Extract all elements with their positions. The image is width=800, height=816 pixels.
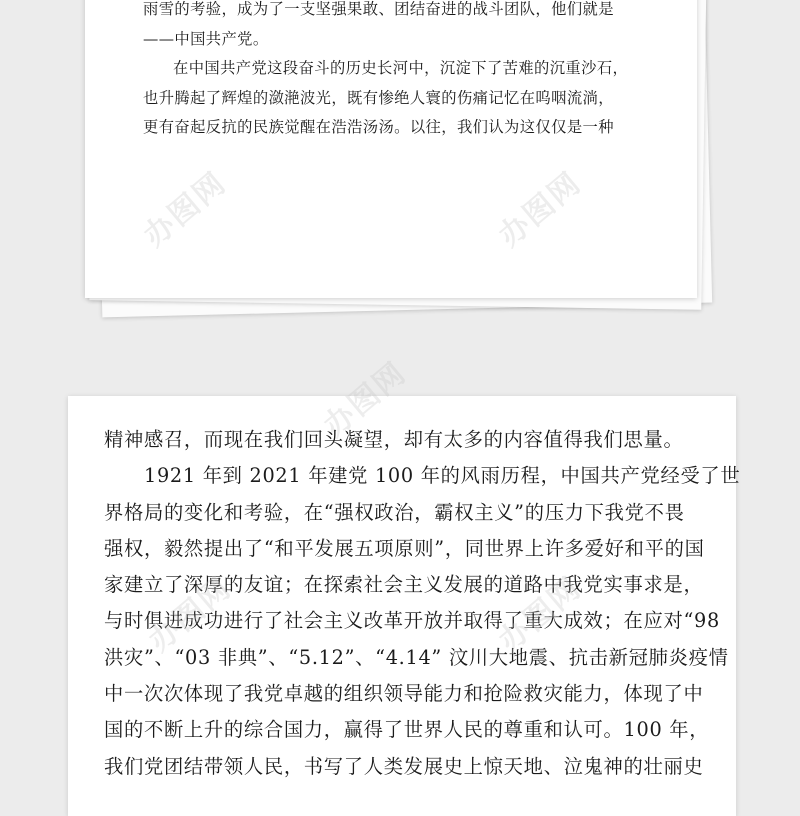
watermark: 办图网 [137,165,234,254]
text-line: 强权，毅然提出了“和平发展五项原则”，同世界上许多爱好和平的国 [104,536,705,560]
text-line: 国的不断上升的综合国力，赢得了世界人民的尊重和认可。100 年， [104,718,710,742]
text-line: ——中国共产党。 [143,29,269,48]
watermark: 办图网 [492,570,589,659]
document-page-top [85,0,697,298]
page-bottom-text [104,422,741,785]
text-line: 在中国共产党这段奋斗的历史长河中，沉淀下了苦难的沉重沙石， [173,59,629,77]
text-line: 中一次次体现了我党卓越的组织领导能力和抢险救灾能力，体现了中 [104,682,704,706]
text-line: 更有奋起反抗的民族觉醒在浩浩汤汤。以往，我们认为这仅仅是一种 [143,118,614,136]
text-line: 我们党团结带领人民，书写了人类发展史上惊天地、泣鬼神的壮丽史 [104,754,704,778]
text-line: 雨雪的考验，成为了一支坚强果敢、团结奋进的战斗团队，他们就是 [143,0,614,18]
page-top-text [143,0,663,143]
text-line: 也升腾起了辉煌的潋滟波光，既有惨绝人寰的伤痛记忆在呜咽流淌， [143,88,614,107]
text-line: 家建立了深厚的友谊；在探索社会主义发展的道路中我党实事求是， [104,573,704,597]
watermark: 办图网 [317,355,414,444]
watermark: 办图网 [492,165,589,254]
document-page-bottom [68,396,741,816]
text-line: 界格局的变化和考验，在“强权政治，霸权主义”的压力下我党不畏 [104,500,685,524]
text-line: 精神感召，而现在我们回头凝望，却有太多的内容值得我们思量。 [104,428,684,451]
text-line: 1921 年到 2021 年建党 100 年的风雨历程，中国共产党经受了世 [144,464,741,488]
text-line: 洪灾”、“03 非典”、“5.12”、“4.14” 汶川大地震、抗击新冠肺炎疫情 [104,645,729,669]
watermark: 办图网 [142,570,239,659]
text-line: 与时俱进成功进行了社会主义改革开放并取得了重大成效；在应对“98 [104,609,720,633]
